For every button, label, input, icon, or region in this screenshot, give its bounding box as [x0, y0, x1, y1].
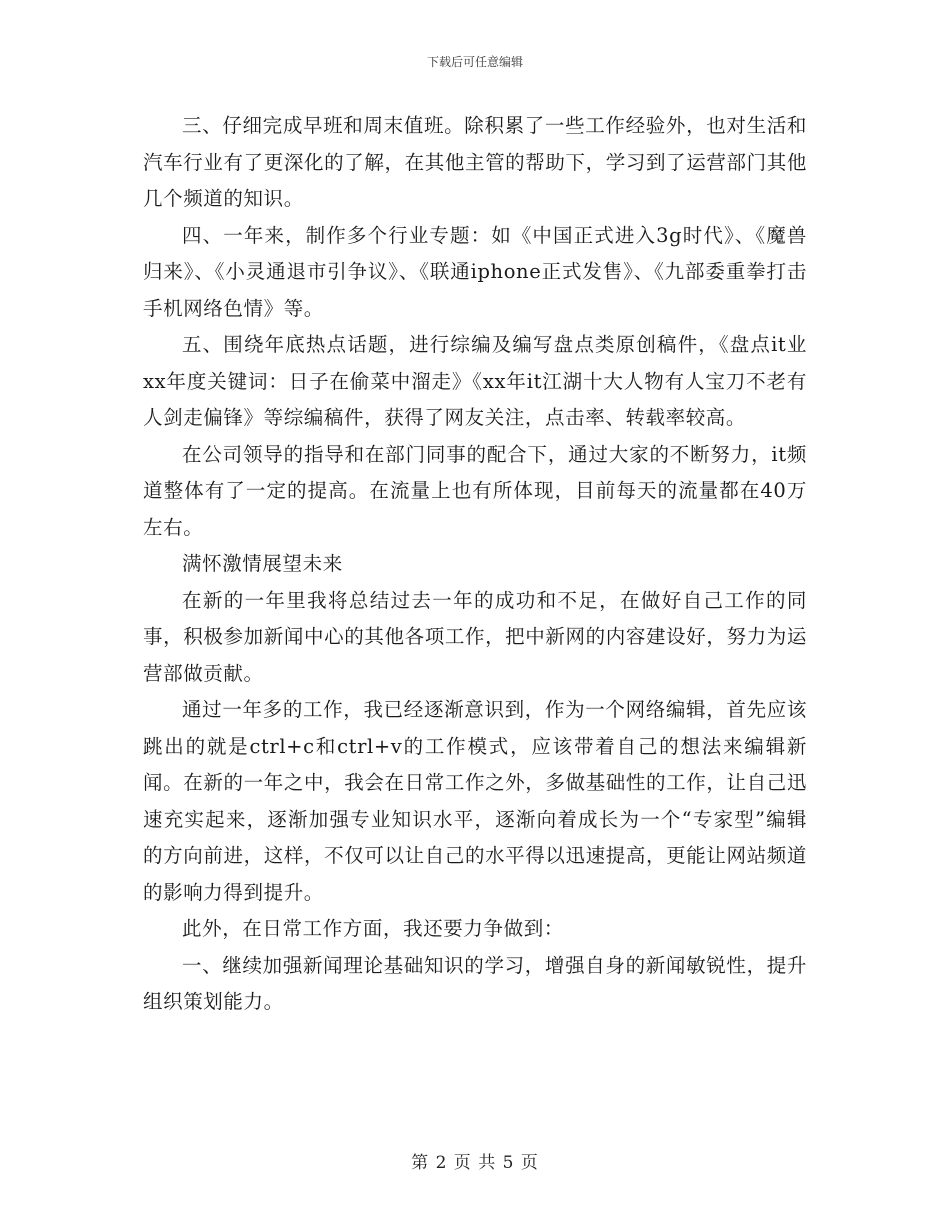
- paragraph: 此外，在日常工作方面，我还要力争做到：: [182, 917, 564, 940]
- paragraph: 一、继续加强新闻理论基础知识的学习，增强自身的新闻敏锐性，提升组织策划能力。: [143, 953, 807, 1013]
- paragraph: 四、一年来，制作多个行业专题：如《中国正式进入3g时代》、《魔兽归来》、《小灵通退市引争议》、《联通iphone正式发售》、《九部委重拳打击手机网络色情》等。: [143, 223, 807, 320]
- paragraph: 五、围绕年底热点话题，进行综编及编写盘点类原创稿件，《盘点it业xx年度关键词：日子在偷菜中溜走》《xx年it江湖十大人物有人宝刀不老有人剑走偏锋》等综编稿件，获得了网友关注，点击率、转载率较高。: [143, 333, 807, 429]
- paragraph: 在新的一年里我将总结过去一年的成功和不足，在做好自己工作的同事，积极参加新闻中心的其他各项工作，把中新网的内容建设好，努力为运营部做贡献。: [143, 588, 807, 685]
- page-header: 下载后可任意编辑: [426, 55, 523, 69]
- paragraph: 三、仔细完成早班和周末值班。除积累了一些工作经验外，也对生活和汽车行业有了更深化的了解，在其他主管的帮助下，学习到了运营部门其他几个频道的知识。: [143, 114, 807, 210]
- document-body: [143, 108, 807, 1021]
- paragraph: 在公司领导的指导和在部门同事的配合下，通过大家的不断努力，it频道整体有了一定的提高。在流量上也有所体现，目前每天的流量都在40万左右。: [143, 442, 807, 539]
- section-heading: 满怀激情展望未来: [182, 552, 343, 575]
- paragraph: 通过一年多的工作，我已经逐渐意识到，作为一个网络编辑，首先应该跳出的就是ctrl+c和ctrl+v的工作模式，应该带着自己的想法来编辑新闻。在新的一年之中，我会在日常工作之外，多做基础性的工作，让自己迅速充实起来，逐渐加强专业知识水平，逐渐向着成长为一个“专家型”编辑的方向前进，这样，不仅可以让自己的水平得以迅速提高，更能让网站频道的影响力得到提升。: [143, 698, 807, 904]
- page-number: 第 2 页 共 5 页: [411, 1153, 539, 1173]
